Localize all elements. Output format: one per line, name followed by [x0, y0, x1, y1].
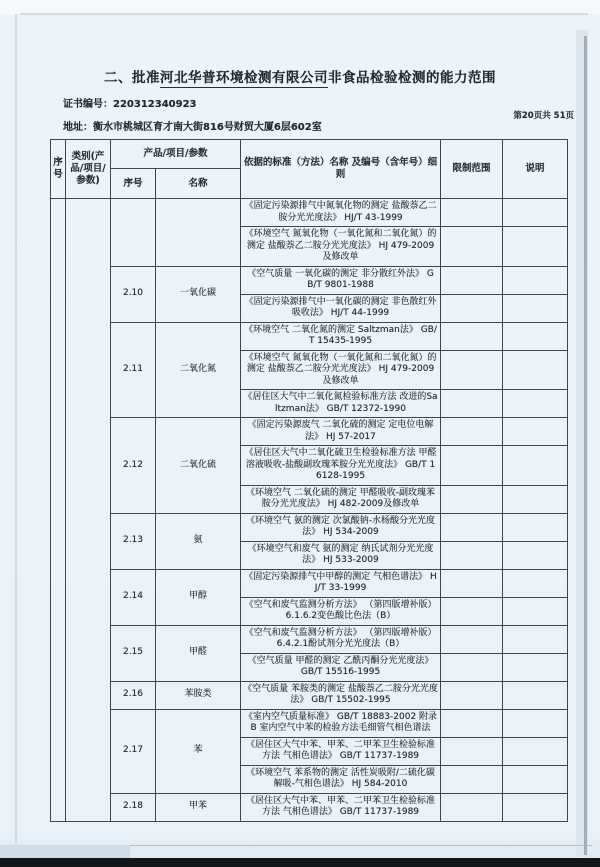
standard-cell: 《居住区大气中苯、甲苯、二甲苯卫生检验标准方法 气相色谱法》 GB/T 11737-1989 [241, 793, 441, 821]
standard-cell: 《环境空气 二氧化硫的测定 甲醛吸收-副玫瑰苯胺分光光度法》 HJ 482-2009及修改单 [241, 485, 441, 513]
capability-table-body [51, 199, 568, 822]
limitation-cell [441, 227, 503, 267]
limitation-cell [441, 294, 503, 322]
standard-cell: 《环境空气 苯系物的测定 活性炭吸附/二硫化碳解吸-气相色谱法》 HJ 584-2010 [241, 765, 441, 793]
standard-cell: 《居住区大气中二氧化氮检验标准方法 改进的Saltzman法》 GB/T 12372-1990 [241, 390, 441, 418]
item-name-cell: 苯 [156, 709, 241, 793]
category-cell [66, 199, 111, 822]
note-cell [503, 597, 568, 625]
header-product-seq: 序号 [111, 169, 156, 199]
item-number-cell: 2.12 [111, 418, 156, 514]
item-number-cell: 2.17 [111, 709, 156, 793]
limitation-cell [441, 681, 503, 709]
table-row [51, 266, 568, 294]
note-cell [503, 266, 568, 294]
header-product-group: 产品/项目/参数 [111, 140, 241, 169]
header-product-name: 名称 [156, 169, 241, 199]
item-number-cell: 2.11 [111, 322, 156, 418]
note-cell [503, 681, 568, 709]
note-cell [503, 513, 568, 541]
note-cell [503, 350, 568, 390]
title-suffix: 非食品检验检测的能力范围 [328, 70, 496, 86]
standard-cell: 《空气质量 苯胺类的测定 盐酸萘乙二胺分光光度法》 GB/T 15502-1995 [241, 681, 441, 709]
standard-cell: 《环境空气和废气 氨的测定 纳氏试剂分光光度法》 HJ 533-2009 [241, 541, 441, 569]
certificate-number-value: 220312340923 [113, 99, 197, 110]
note-cell [503, 199, 568, 227]
limitation-cell [441, 541, 503, 569]
item-number-cell: 2.15 [111, 625, 156, 681]
limitation-cell [441, 390, 503, 418]
item-name-cell [156, 199, 241, 267]
limitation-cell [441, 513, 503, 541]
certificate-number-label: 证书编号： [63, 99, 113, 110]
limitation-cell [441, 266, 503, 294]
table-row [51, 322, 568, 350]
standard-cell: 《固定污染源排气中一氧化碳的测定 非色散红外吸收法》 HJ/T 44-1999 [241, 294, 441, 322]
certificate-number-line [63, 95, 600, 110]
item-number-cell: 2.10 [111, 266, 156, 322]
scan-bottom-left-patch [0, 845, 130, 858]
note-cell [503, 541, 568, 569]
limitation-cell [441, 653, 503, 681]
note-cell [503, 653, 568, 681]
item-number-cell: 2.14 [111, 569, 156, 625]
title-prefix: 二、批准 [104, 70, 160, 86]
note-cell [503, 227, 568, 267]
title-company-name: 河北华普环境检测有限公司 [160, 70, 328, 86]
standard-cell: 《空气和废气监测分析方法》 （第四版增补版） 6.4.2.1酚试剂分光光度法（B） [241, 625, 441, 653]
standard-cell: 《空气和废气监测分析方法》 （第四版增补版） 6.1.6.2变色酸比色法（B） [241, 597, 441, 625]
header-note: 说明 [503, 140, 568, 199]
page-title [0, 66, 600, 86]
note-cell [503, 625, 568, 653]
table-row [51, 709, 568, 737]
capability-table-header [51, 140, 568, 199]
item-number-cell [111, 199, 156, 267]
limitation-cell [441, 418, 503, 446]
table-row [51, 625, 568, 653]
note-cell [503, 485, 568, 513]
table-row [51, 793, 568, 821]
table-row [51, 199, 568, 227]
capability-table [50, 139, 568, 822]
note-cell [503, 569, 568, 597]
note-cell [503, 294, 568, 322]
standard-cell: 《环境空气 二氧化氮的测定 Saltzman法》 GB/T 15435-1995 [241, 322, 441, 350]
standard-cell: 《居住区大气中苯、甲苯、二甲苯卫生检验标准方法 气相色谱法》 GB/T 11737-1989 [241, 737, 441, 765]
standard-cell: 《空气质量 甲醛的测定 乙酰丙酮分光光度法》 GB/T 15516-1995 [241, 653, 441, 681]
limitation-cell [441, 765, 503, 793]
item-number-cell: 2.18 [111, 793, 156, 821]
item-name-cell: 甲醇 [156, 569, 241, 625]
limitation-cell [441, 709, 503, 737]
standard-cell: 《居住区大气中二氧化硫卫生检验标准方法 甲醛溶液吸收-盐酸副玫瑰苯胺分光光度法》 GB/T 16128-1995 [241, 446, 441, 486]
item-number-cell: 2.13 [111, 513, 156, 569]
standard-cell: 《固定污染源排气中氮氧化物的测定 盐酸萘乙二胺分光光度法》 HJ/T 43-1999 [241, 199, 441, 227]
item-number-cell: 2.16 [111, 681, 156, 709]
limitation-cell [441, 625, 503, 653]
note-cell [503, 418, 568, 446]
page-indicator: 第20页共 51页 [513, 111, 574, 121]
header-seq: 序号 [51, 140, 66, 199]
header-standards: 依据的标准（方法）名称 及编号（含年号）细则 [241, 140, 441, 199]
item-name-cell: 二氧化氮 [156, 322, 241, 418]
standard-cell: 《固定污染源废气 二氧化硫的测定 定电位电解法》 HJ 57-2017 [241, 418, 441, 446]
standard-cell: 《环境空气 氨的测定 次氯酸钠-水杨酸分光光度法》 HJ 534-2009 [241, 513, 441, 541]
scan-bottom-edge [0, 858, 600, 867]
item-name-cell: 苯胺类 [156, 681, 241, 709]
limitation-cell [441, 597, 503, 625]
table-row [51, 569, 568, 597]
item-name-cell: 二氧化硫 [156, 418, 241, 514]
note-cell [503, 737, 568, 765]
note-cell [503, 765, 568, 793]
standard-cell: 《室内空气质量标准》 GB/T 18883-2002 附录B 室内空气中苯的检验方法毛细管气相色谱法 [241, 709, 441, 737]
limitation-cell [441, 569, 503, 597]
header-category: 类别(产品/项目/参数) [66, 140, 111, 199]
address-label: 地址： [63, 122, 93, 133]
limitation-cell [441, 322, 503, 350]
note-cell [503, 793, 568, 821]
address-value: 衡水市桃城区育才南大街816号财贸大厦6层602室 [93, 122, 322, 133]
note-cell [503, 709, 568, 737]
note-cell [503, 446, 568, 486]
table-row [51, 681, 568, 709]
table-row [51, 418, 568, 446]
standard-cell: 《固定污染源排气中甲醇的测定 气相色谱法》 HJ/T 33-1999 [241, 569, 441, 597]
limitation-cell [441, 485, 503, 513]
header-limitation: 限制范围 [441, 140, 503, 199]
note-cell [503, 390, 568, 418]
note-cell [503, 322, 568, 350]
seq-cell [51, 199, 66, 822]
standard-cell: 《空气质量 一氧化碳的测定 非分散红外法》 GB/T 9801-1988 [241, 266, 441, 294]
limitation-cell [441, 793, 503, 821]
limitation-cell [441, 199, 503, 227]
limitation-cell [441, 350, 503, 390]
item-name-cell: 甲苯 [156, 793, 241, 821]
limitation-cell [441, 737, 503, 765]
item-name-cell: 一氧化碳 [156, 266, 241, 322]
item-name-cell: 甲醛 [156, 625, 241, 681]
standard-cell: 《环境空气 氮氧化物（一氧化氮和二氧化氮）的测定 盐酸萘乙二胺分光光度法》 HJ 479-2009及修改单 [241, 227, 441, 267]
limitation-cell [441, 446, 503, 486]
table-row [51, 513, 568, 541]
item-name-cell: 氨 [156, 513, 241, 569]
standard-cell: 《环境空气 氮氧化物（一氧化氮和二氧化氮）的测定 盐酸萘乙二胺分光光度法》 HJ 479-2009及修改单 [241, 350, 441, 390]
